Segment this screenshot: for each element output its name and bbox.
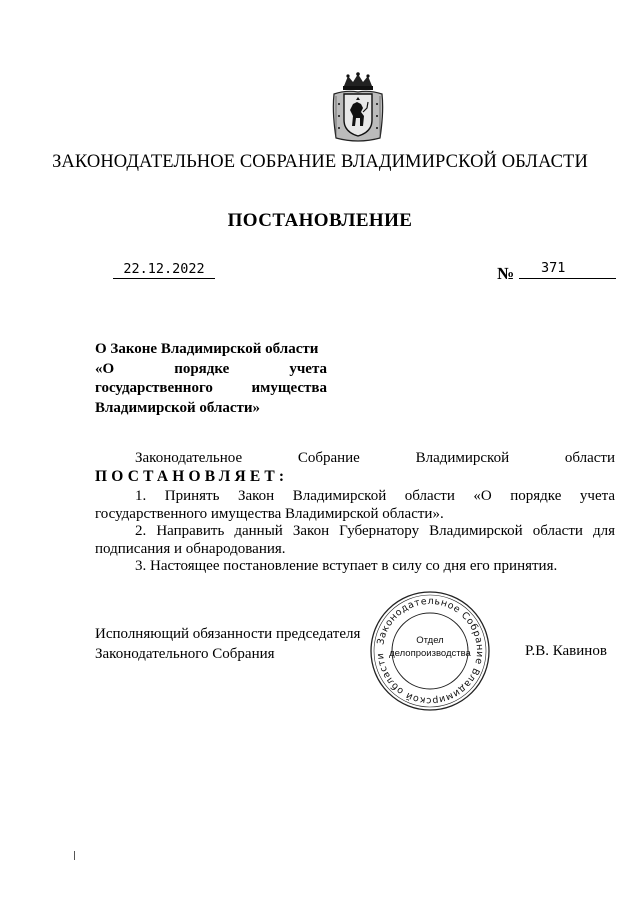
page-mark [74,851,75,860]
resolves-heading: ПОСТАНОВЛЯЕТ: [95,468,289,485]
document-date: 22.12.2022 [113,261,215,279]
document-number: 371 [519,260,616,279]
stamp-center-line-2: делопроизводства [389,648,471,659]
signatory-position-line-2: Законодательного Собрания [95,645,275,662]
subject-line-4: Владимирской области» [95,399,261,416]
item-1-line-2: государственного имущества Владимирской области». [95,506,444,522]
item-1-line-1: 1. Принять Закон Владимирской области «О порядке учета [135,488,615,504]
number-sign: № [497,264,515,283]
signatory-position [95,625,360,664]
signatory-position-line-1: Исполняющий обязанности председателя [95,626,361,642]
subject-line-3: государственного имущества [95,380,327,396]
signatory-name: Р.В. Кавинов [525,643,607,659]
subject-line-1: О Законе Владимирской области [95,341,319,357]
document-type-heading: ПОСТАНОВЛЕНИЕ [227,210,413,231]
item-2-line-1: 2. Направить данный Закон Губернатору Владимирской области для [135,523,615,539]
document-subject [95,340,327,418]
organization-title: ЗАКОНОДАТЕЛЬНОЕ СОБРАНИЕ ВЛАДИМИРСКОЙ ОБЛАСТИ [52,152,588,172]
preamble-text: Законодательное Собрание Владимирской области [135,450,615,466]
subject-line-2: «О порядке учета [95,360,327,377]
item-3: 3. Настоящее постановление вступает в силу со дня его принятия. [135,558,558,574]
stamp-ring-text: Законодательное Собрание Владимирской области [374,595,486,707]
stamp-center-line-1: Отдел [416,635,444,646]
coat-of-arms-emblem [330,72,386,144]
item-2-line-2: подписания и обнародования. [95,541,286,557]
